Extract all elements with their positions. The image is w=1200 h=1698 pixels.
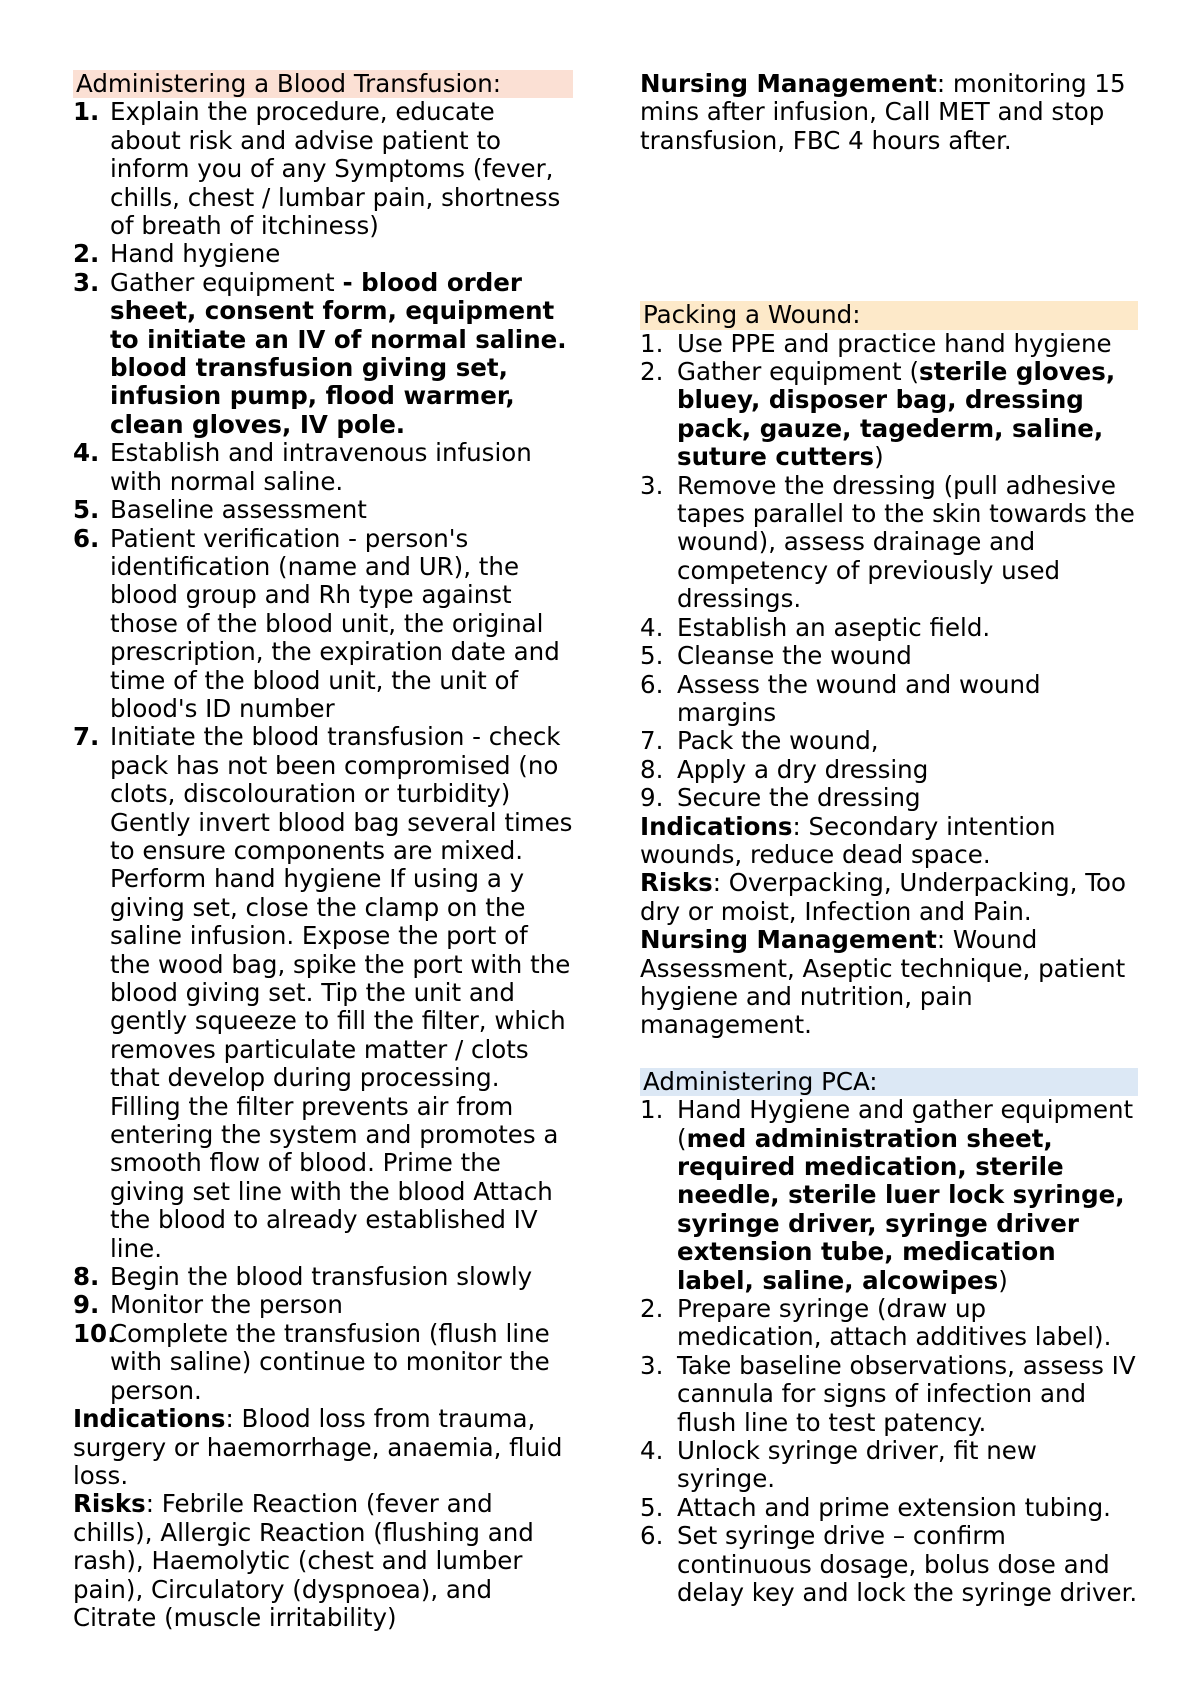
risks-text: : Febrile Reaction (fever and chills), Allergic Reaction (flushing and rash), Haemolytic (chest and lumber pain), Circulatory (dyspnoea), and Citrate (muscle irritability) [73,1489,534,1632]
list-item [640,671,1138,728]
step-text: Use PPE and practice hand hygiene [677,328,1112,358]
step-text: Gather equipment ( [677,357,919,387]
left-column [73,70,573,1632]
step-number: 7. [73,722,100,752]
pca-heading: Administering PCA: [640,1068,1138,1096]
step-number: 3. [640,470,664,500]
step-text: Explain the procedure, educate about risk and advise patient to inform you of any Symptoms (fever, chills, chest / lumbar pain, shortness of breath of itchiness) [110,97,561,241]
step-text: Pack the wound, [677,726,879,756]
step-number: 5. [73,495,100,525]
list-item [640,1096,1138,1295]
nursing-management-label: Nursing Management [640,69,937,98]
risks-label: Risks [73,1489,146,1519]
step-number: 7. [640,726,664,756]
list-item [640,472,1138,614]
list-item [73,1263,573,1291]
indications-label: Indications [73,1404,226,1434]
step-text: Begin the blood transfusion slowly [110,1262,533,1292]
list-item [73,496,573,524]
step-number: 3. [73,267,100,297]
list-item [640,1522,1138,1607]
transfusion-steps [73,98,573,1405]
pca-steps [640,1096,1138,1607]
step-number: 3. [640,1350,664,1380]
list-item [640,358,1138,472]
step-text: Set syringe drive – confirm continuous dosage, bolus dose and delay key and lock the syringe driver. [677,1521,1138,1608]
wound-indications [640,813,1138,870]
wound-steps [640,330,1138,813]
step-bold-text: sterile gloves, bluey, disposer bag, dressing pack, gauze, tagederm, saline, suture cutters [677,357,1116,472]
step-number: 4. [640,1436,664,1466]
step-number: 8. [640,754,664,784]
indications-label: Indications [640,811,793,841]
list-item [73,98,573,240]
nursing-management-label: Nursing Management [640,925,937,955]
list-item [640,330,1138,358]
step-number: 1. [640,328,664,358]
step-number: 2. [640,357,664,387]
list-item [640,1494,1138,1522]
indications-text: : Blood loss from trauma, surgery or haemorrhage, anaemia, fluid loss. [73,1404,563,1490]
risks-text: : Overpacking, Underpacking, Too dry or moist, Infection and Pain. [640,868,1127,926]
step-text: Patient verification - person's identification (name and UR), the blood group and Rh type against those of the blood unit, the original prescription, the expiration date and time of the blood unit, the unit of blood's ID number [110,523,560,723]
step-text: Establish and intravenous infusion with normal saline. [110,438,532,496]
step-text: Cleanse the wound [677,641,912,671]
step-text: Hand hygiene [110,239,281,269]
step-number: 1. [640,1095,664,1125]
transfusion-indications [73,1405,573,1490]
step-text: Assess the wound and wound margins [677,669,1041,727]
step-text: Baseline assessment [110,495,367,525]
indications-text: : Secondary intention wounds, reduce dead space. [640,811,1056,869]
list-item [73,269,573,439]
transfusion-heading: Administering a Blood Transfusion: [73,70,573,98]
list-item [640,1352,1138,1437]
step-text: Apply a dry dressing [677,754,929,784]
nursing-management-text: : Wound Assessment, Aseptic technique, patient hygiene and nutrition, pain management. [640,925,1126,1040]
step-text: Establish an aseptic field. [677,612,991,642]
transfusion-nursing-management [640,70,1138,155]
step-number: 8. [73,1262,100,1292]
step-tail-text: ) [874,442,884,472]
step-text: Remove the dressing (pull adhesive tapes parallel to the skin towards the wound), assess drainage and competency of previously used dressings. [677,470,1135,614]
step-number: 9. [73,1290,100,1320]
step-bold-text: - blood order sheet, consent form, equipment to initiate an IV of normal saline. blood transfusion giving set, infusion pump, flood warmer, clean gloves, IV pole. [110,267,567,439]
list-item [73,1291,573,1319]
list-item [73,240,573,268]
wound-risks [640,869,1138,926]
step-number: 6. [640,1521,664,1551]
list-item [640,1437,1138,1494]
step-number: 2. [640,1294,664,1324]
step-text: Prepare syringe (draw up medication, attach additives label). [677,1294,1112,1352]
step-number: 2. [73,239,100,269]
step-number: 6. [640,669,664,699]
step-text: Hand Hygiene and gather equipment ( [677,1095,1134,1153]
step-text: Complete the transfusion (flush line with saline) continue to monitor the person. [110,1318,550,1405]
step-text: Initiate the blood transfusion - check pack has not been compromised (no clots, discolouration or turbidity) Gently invert blood bag several times to ensure components are mixed. Perform hand hygiene If using a y giving set, close the clamp on the saline infusion. Expose the port of the wood bag, spike the port with the blood giving set. Tip the unit and gently squeeze to fill the filter, which removes particulate matter / clots that develop during processing. Filling the filter prevents air from entering the system and promotes a smooth flow of blood. Prime the giving set line with the blood Attach the blood to already established IV line. [110,722,573,1263]
step-text: Attach and prime extension tubing. [677,1492,1111,1522]
list-item [640,784,1138,812]
step-number: 10. [73,1318,117,1348]
step-text: Take baseline observations, assess IV cannula for signs of infection and flush line to test patency. [677,1350,1136,1437]
list-item [640,727,1138,755]
wound-heading: Packing a Wound: [640,301,1138,329]
list-item [73,439,573,496]
right-column [640,70,1138,1608]
wound-nursing-management [640,926,1138,1040]
step-number: 4. [73,438,100,468]
step-number: 4. [640,612,664,642]
step-number: 1. [73,97,100,127]
list-item [640,756,1138,784]
step-number: 6. [73,523,100,553]
step-text: Gather equipment [110,267,343,297]
step-number: 5. [640,1492,664,1522]
step-text: Monitor the person [110,1290,343,1320]
risks-label: Risks [640,868,713,898]
transfusion-risks [73,1490,573,1632]
list-item [73,723,573,1263]
list-item [73,1320,573,1405]
step-bold-text: med administration sheet, required medication, sterile needle, sterile luer lock syringe, syringe driver, syringe driver extension tube, medication label, saline, alcowipes [677,1123,1125,1295]
list-item [640,642,1138,670]
list-item [640,1295,1138,1352]
step-text: Unlock syringe driver, fit new syringe. [677,1436,1037,1494]
step-number: 5. [640,641,664,671]
list-item [73,525,573,724]
step-tail-text: ) [998,1265,1008,1295]
list-item [640,614,1138,642]
step-text: Secure the dressing [677,783,921,813]
nursing-management-text: : monitoring 15 mins after infusion, Call MET and stop transfusion, FBC 4 hours after. [640,69,1126,155]
step-number: 9. [640,783,664,813]
